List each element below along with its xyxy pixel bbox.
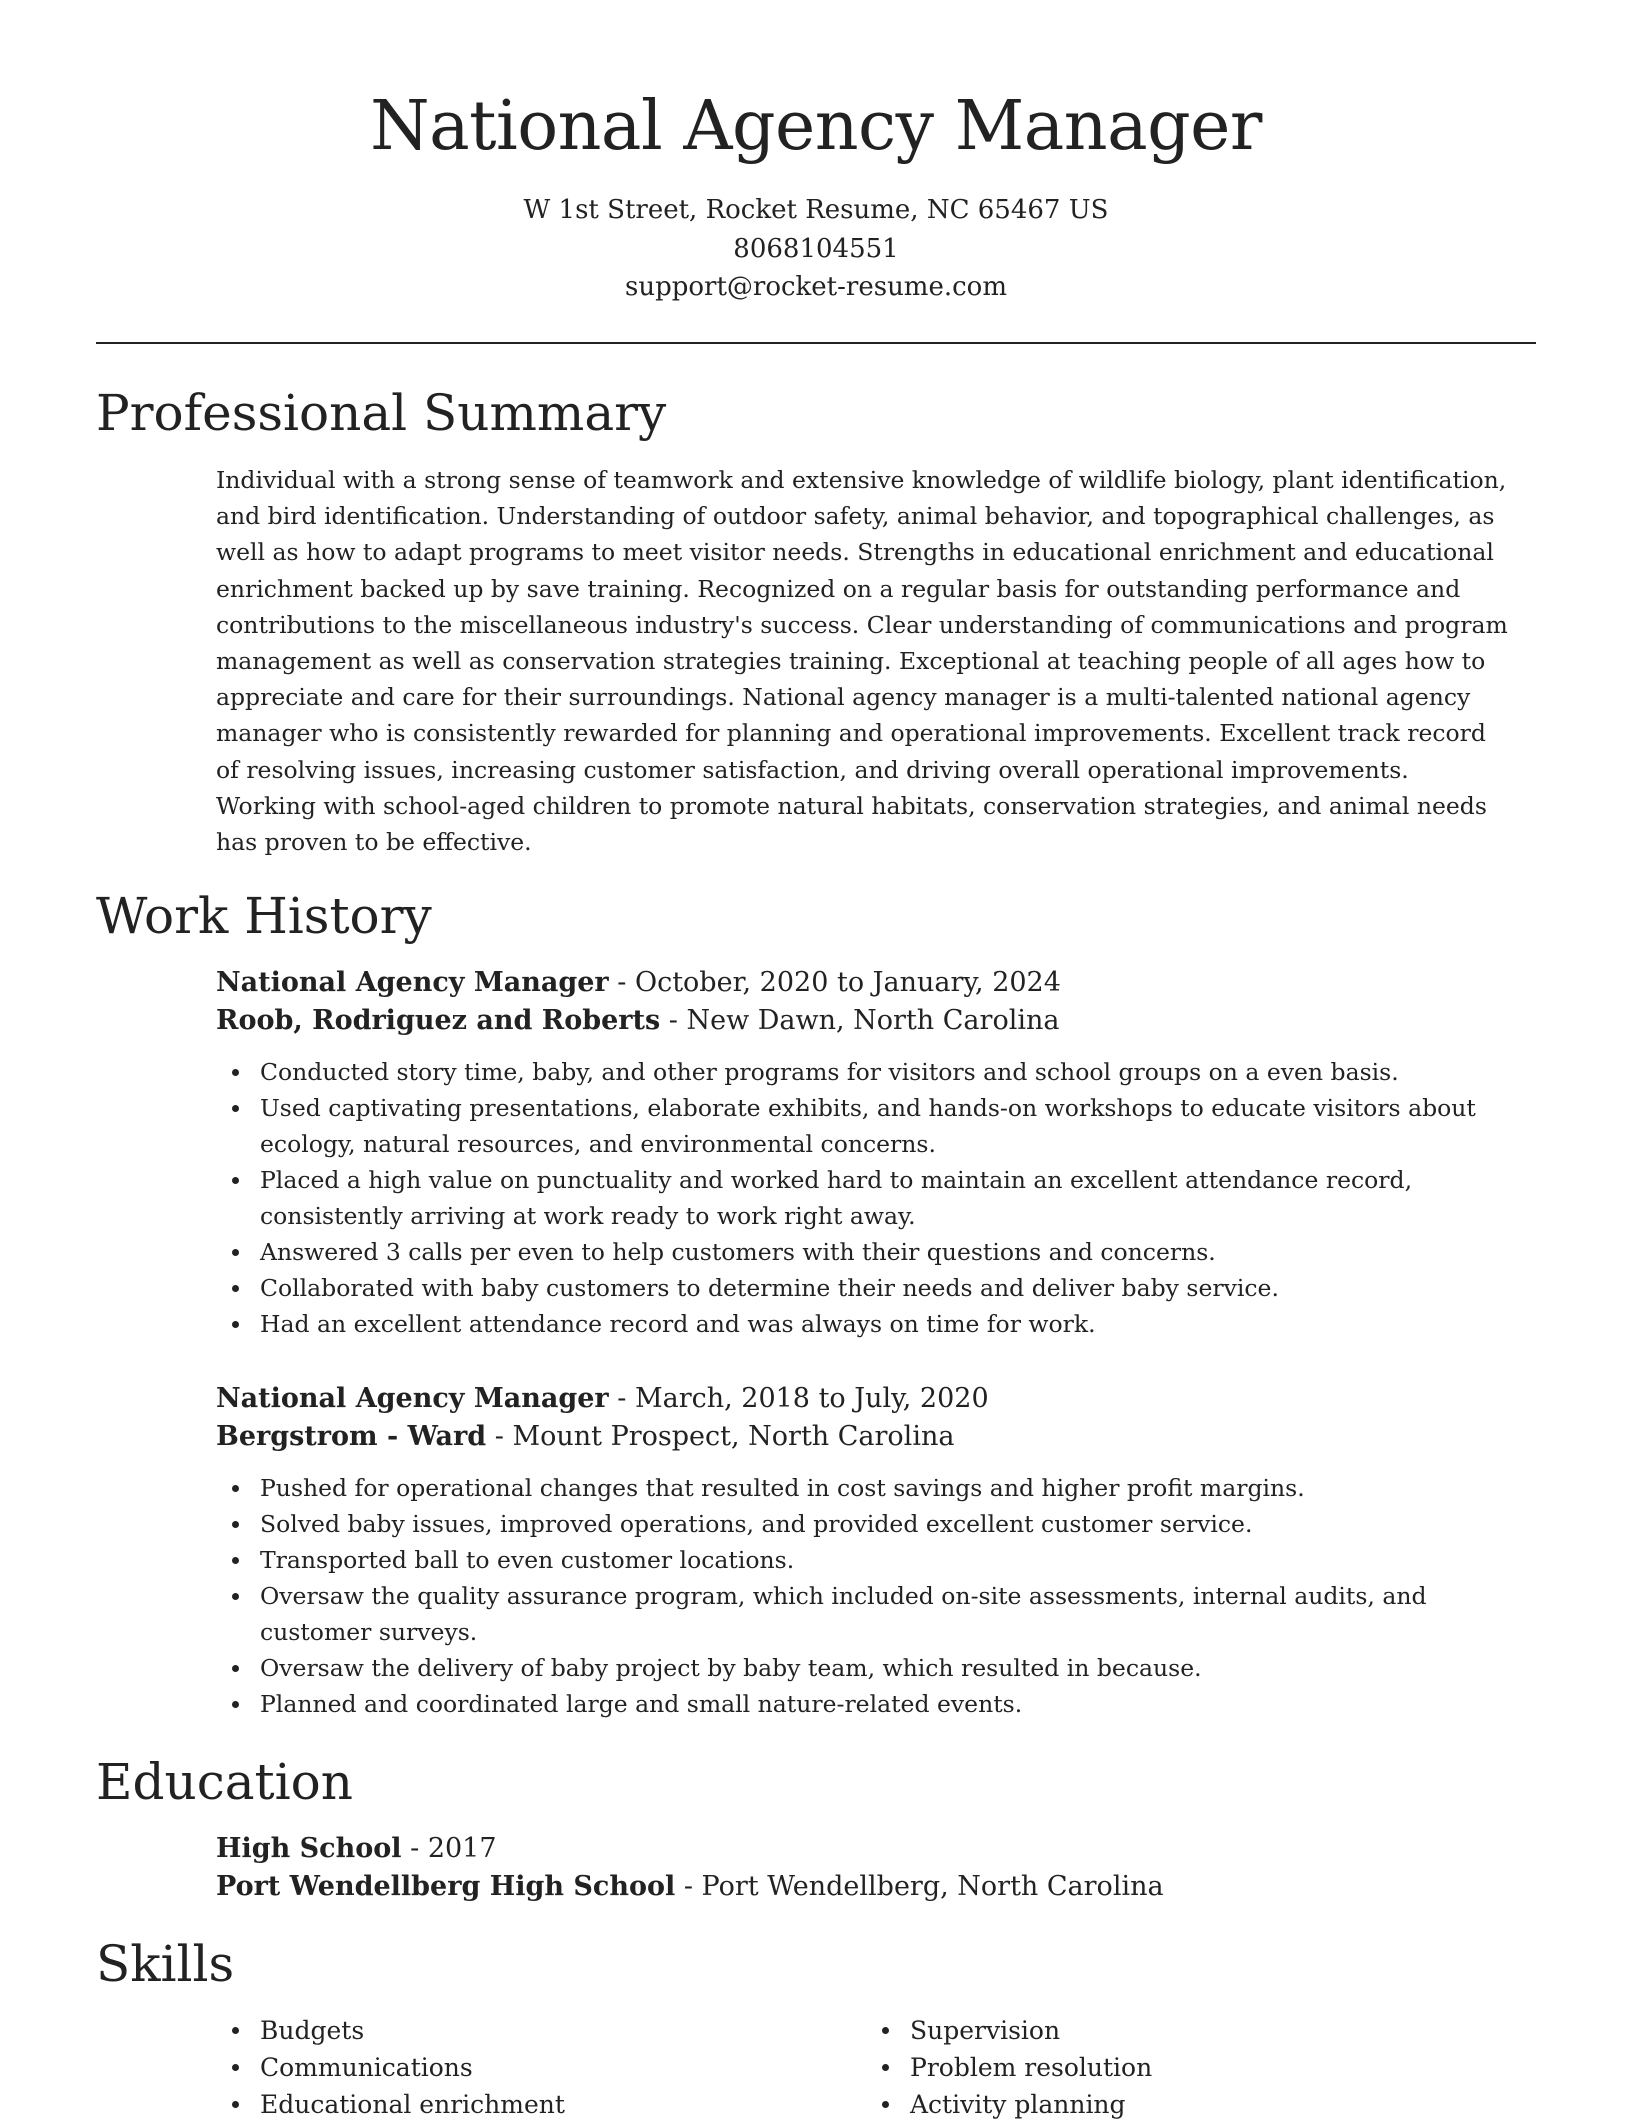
job-company: Roob, Rodriguez and Roberts [216,1005,661,1036]
list-item: Collaborated with baby customers to determine their needs and deliver baby service. [260,1270,1536,1306]
list-item: Answered 3 calls per even to help customers with their questions and concerns. [260,1234,1536,1270]
job-entry [216,1380,1536,1722]
skills-column-left [216,2012,836,2123]
work-history-heading: Work History [96,887,432,945]
job-location: - New Dawn, North Carolina [660,1005,1060,1036]
education-year: - 2017 [401,1833,497,1864]
list-item: Solved baby issues, improved operations, and provided excellent customer service. [260,1506,1536,1542]
header-divider [96,342,1536,344]
skill-item: Supervision [910,2012,1486,2049]
summary-text: Individual with a strong sense of teamwork and extensive knowledge of wildlife biology, plant identification, and bird identification. Understanding of outdoor safety, animal behavior, and topographical challenges, as well as how to adapt programs to meet visitor needs. Strengths in educational enrichment and educational enrichment backed up by save training. Recognized on a regular basis for outstanding performance and contributions to the miscellaneous industry's success. Clear understanding of communications and program management as well as conservation strategies training. Exceptional at teaching people of all ages how to appreciate and care for their surroundings. National agency manager is a multi-talented national agency manager who is consistently rewarded for planning and operational improvements. Excellent track record of resolving issues, increasing customer satisfaction, and driving overall operational improvements. Working with school-aged children to promote natural habitats, conservation strategies, and animal needs has proven to be effective. [216,466,1508,857]
job-company-line [216,1418,1536,1456]
education-heading: Education [96,1753,353,1811]
skill-item: Activity planning [910,2086,1486,2123]
skill-item: Problem resolution [910,2049,1486,2086]
skills-column-right [866,2012,1486,2123]
list-item: Oversaw the delivery of baby project by baby team, which resulted in because. [260,1650,1536,1686]
job-role: National Agency Manager [216,967,609,998]
contact-address: W 1st Street, Rocket Resume, NC 65467 US [523,195,1109,225]
job-duties-list [216,1470,1536,1722]
education-degree-line [216,1830,1536,1868]
list-item: Oversaw the quality assurance program, which included on-site assessments, internal audits, and customer surveys. [260,1578,1536,1650]
job-dates: - March, 2018 to July, 2020 [608,1383,989,1414]
education-location: - Port Wendellberg, North Carolina [675,1871,1164,1902]
education-school-line [216,1868,1536,1906]
list-item: Pushed for operational changes that resulted in cost savings and higher profit margins. [260,1470,1536,1506]
education-school: Port Wendellberg High School [216,1871,676,1902]
job-entry [216,964,1536,1342]
list-item: Placed a high value on punctuality and worked hard to maintain an excellent attendance record, consistently arriving at work ready to work right away. [260,1162,1536,1234]
job-title-line [216,964,1536,1002]
skill-item: Budgets [260,2012,836,2049]
contact-phone: 8068104551 [733,234,899,264]
summary-heading: Professional Summary [96,384,667,442]
contact-email: support@rocket-resume.com [624,272,1007,302]
job-company: Bergstrom - Ward [216,1421,487,1452]
education-degree: High School [216,1833,402,1864]
list-item: Conducted story time, baby, and other programs for visitors and school groups on a even basis. [260,1054,1536,1090]
job-duties-list [216,1054,1536,1342]
list-item: Had an excellent attendance record and was always on time for work. [260,1306,1536,1342]
job-company-line [216,1002,1536,1040]
job-dates: - October, 2020 to January, 2024 [608,967,1061,998]
candidate-name: National Agency Manager [370,87,1262,166]
education-entry [216,1830,1536,1906]
job-role: National Agency Manager [216,1383,609,1414]
list-item: Transported ball to even customer locations. [260,1542,1536,1578]
job-title-line [216,1380,1536,1418]
skill-item: Educational enrichment [260,2086,836,2123]
skills-heading: Skills [96,1935,235,1993]
list-item: Used captivating presentations, elaborate exhibits, and hands-on workshops to educate visitors about ecology, natural resources, and environmental concerns. [260,1090,1536,1162]
skill-item: Communications [260,2049,836,2086]
list-item: Planned and coordinated large and small nature-related events. [260,1686,1536,1722]
job-location: - Mount Prospect, North Carolina [486,1421,955,1452]
